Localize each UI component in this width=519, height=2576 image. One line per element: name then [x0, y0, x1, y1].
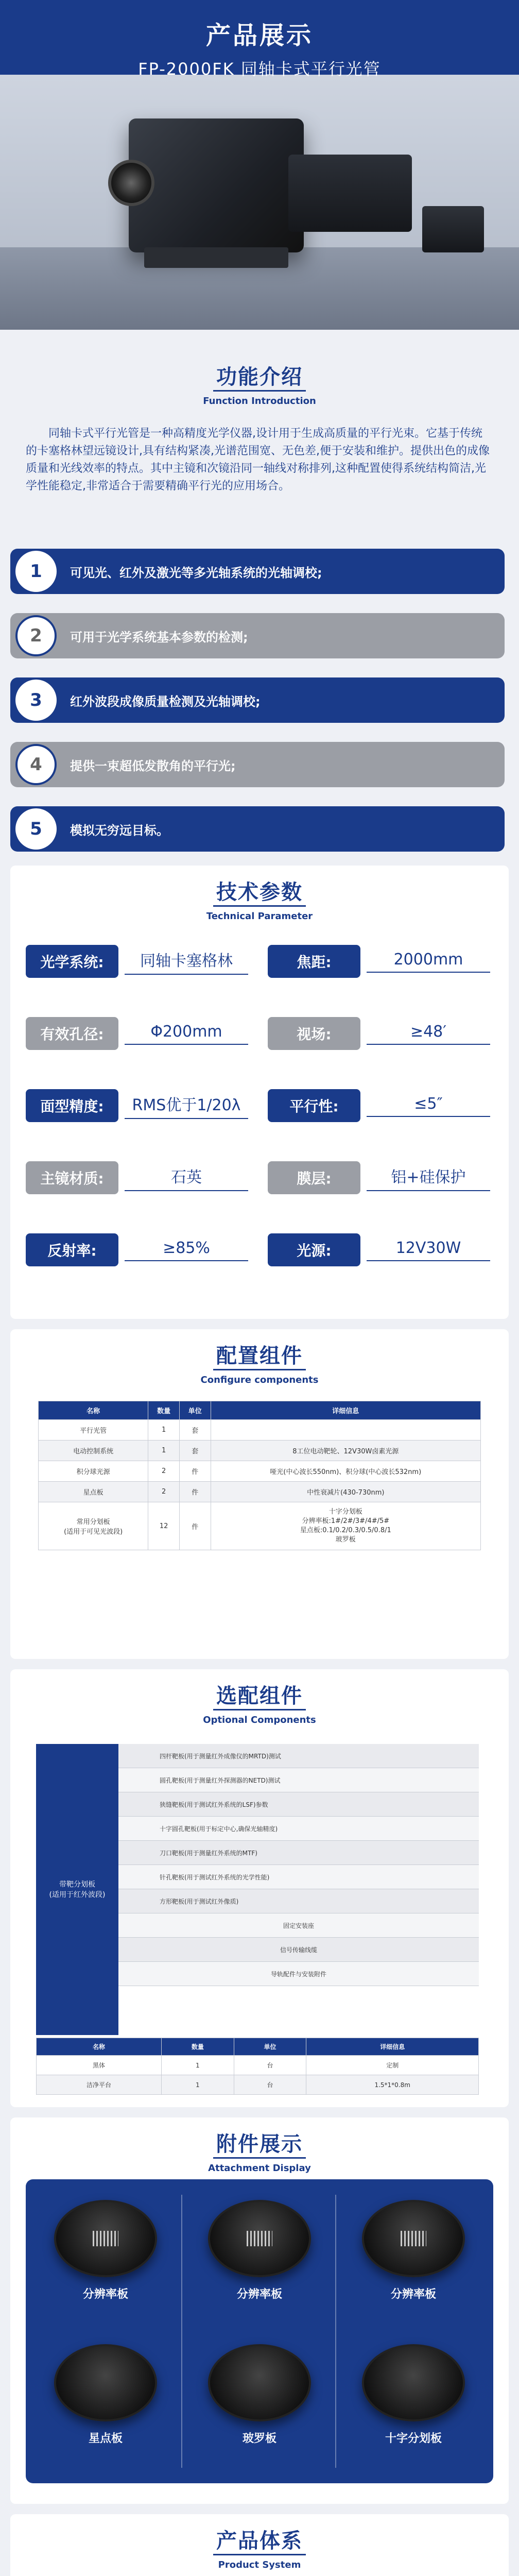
config-header: [10, 1329, 509, 1385]
optional-row: 十字圆孔靶板(用于标定中心,确保光轴精度): [118, 1817, 479, 1841]
feature-text: 模拟无穷远目标。: [70, 823, 169, 838]
section-title: 功能介绍: [213, 361, 306, 392]
table-row: [39, 1440, 481, 1461]
table-cell: 8工位电动靶轮、12V30W卤素光源: [211, 1440, 480, 1461]
table-cell: [211, 1420, 480, 1440]
param-value: ≤5″: [367, 1095, 490, 1117]
table-header: 数量: [148, 1401, 180, 1420]
section-title: 产品体系: [213, 2524, 306, 2555]
param-aperture: [26, 1015, 252, 1052]
table-cell: 套: [179, 1420, 211, 1440]
param-value: Φ200mm: [125, 1023, 248, 1045]
table-header: 详细信息: [211, 1401, 480, 1420]
system-header: [10, 2514, 509, 2570]
param-label: 有效孔径:: [26, 1017, 118, 1050]
table-cell: 件: [179, 1461, 211, 1482]
divider: [181, 2195, 182, 2468]
optional-row: 固定安装座: [118, 1913, 479, 1938]
plate-image: [54, 2200, 157, 2277]
feature-item: [10, 806, 505, 852]
table-cell: 哑光(中心波长550nm)、积分球(中心波长532nm): [211, 1461, 480, 1482]
optional-category: 带靶分划板 (适用于红外波段): [36, 1744, 118, 2035]
table-header: 详细信息: [306, 2038, 479, 2056]
optional-row: 方形靶板(用于测试红外像质): [118, 1889, 479, 1913]
table-cell: 积分球光源: [39, 1461, 148, 1482]
section-title: 选配组件: [213, 1680, 306, 1710]
param-value: ≥85%: [125, 1239, 248, 1261]
section-title: 技术参数: [213, 876, 306, 907]
param-coating: [268, 1159, 494, 1196]
table-row: [39, 1482, 481, 1502]
plate-name: 分辨率板: [390, 2288, 436, 2301]
plate-name: 星点板: [88, 2432, 123, 2445]
param-value: 石英: [125, 1164, 248, 1191]
param-mirror-material: [26, 1159, 252, 1196]
table-cell: 台: [234, 2075, 306, 2095]
table-cell: 洁净平台: [37, 2075, 162, 2095]
table-row: [39, 1502, 481, 1550]
table-cell: 平行光管: [39, 1420, 148, 1440]
param-label: 光源:: [268, 1233, 360, 1266]
attachment-section: [10, 2117, 509, 2504]
param-field-of-view: [268, 1015, 494, 1052]
section-subtitle: Technical Parameter: [206, 911, 313, 922]
param-label: 膜层:: [268, 1161, 360, 1194]
param-focal-length: [268, 943, 494, 980]
plate-image: [208, 2344, 311, 2421]
product-lens: [108, 160, 154, 206]
param-label: 平行性:: [268, 1089, 360, 1122]
function-header: [0, 361, 519, 406]
hero-section: [0, 0, 519, 330]
hero-title: 产品展示: [205, 21, 313, 50]
table-row: [39, 1420, 481, 1440]
table-header: 单位: [179, 1401, 211, 1420]
table-cell: 十字分划板 分辨率板:1#/2#/3#/4#/5# 星点板:0.1/0.2/0.3/0.5/0.8/1 玻罗板: [211, 1502, 480, 1550]
table-cell: 件: [179, 1482, 211, 1502]
table-cell: 1: [162, 2075, 234, 2095]
attachment-item: [39, 2344, 172, 2446]
param-value: 2000mm: [367, 951, 490, 973]
attachment-item: [39, 2200, 172, 2301]
function-intro: 同轴卡式平行光管是一种高精度光学仪器,设计用于生成高质量的平行光束。它基于传统的卡塞格林望远镜设计,具有结构紧凑,光谱范围宽、无色差,便于安装和维护。提供出色的成像质量和光线效率的特点。其中主镜和次镜沿同一轴线对称排列,这种配置使得系统结构简洁,光学性能稳定,非常适合于需要精确平行光的应用场合。: [26, 427, 490, 493]
tech-params-section: [10, 866, 509, 1319]
table-cell: 1.5*1*0.8m: [306, 2075, 479, 2095]
table-row: [39, 1461, 481, 1482]
param-value: ≥48′: [367, 1023, 490, 1045]
feature-item: [10, 613, 505, 658]
product-image: [129, 118, 304, 252]
table-cell: 1: [148, 1440, 180, 1461]
attachment-item: [193, 2344, 326, 2446]
table-header: 数量: [162, 2038, 234, 2056]
section-subtitle: Configure components: [200, 1375, 319, 1385]
feature-text: 提供一束超低发散角的平行光;: [70, 758, 236, 773]
attachment-panel: [26, 2179, 493, 2483]
plate-image: [208, 2200, 311, 2277]
section-subtitle: Product System: [218, 2560, 301, 2570]
plate-image: [54, 2344, 157, 2421]
optional-row: 刀口靶板(用于测量红外系统的MTF): [118, 1841, 479, 1865]
feature-number: 3: [15, 680, 57, 721]
param-label: 视场:: [268, 1017, 360, 1050]
product-tube: [288, 155, 412, 232]
optional-row: 圆孔靶板(用于测量红外探测器的NETD)测试: [118, 1768, 479, 1792]
plate-image: [362, 2200, 465, 2277]
product-controller: [422, 206, 484, 252]
param-value: RMS优于1/20λ: [125, 1092, 248, 1119]
table-row: [37, 2075, 479, 2095]
attachment-header: [10, 2117, 509, 2174]
config-table: [38, 1401, 481, 1550]
table-header: 名称: [37, 2038, 162, 2056]
feature-number: 5: [15, 808, 57, 850]
param-surface-accuracy: [26, 1087, 252, 1124]
table-cell: 台: [234, 2056, 306, 2075]
table-cell: 2: [148, 1461, 180, 1482]
feature-number: 2: [15, 615, 57, 656]
param-reflectivity: [26, 1231, 252, 1268]
table-cell: 星点板: [39, 1482, 148, 1502]
feature-number: 1: [15, 551, 57, 592]
config-section: [10, 1329, 509, 1659]
plate-image: [362, 2344, 465, 2421]
feature-text: 可见光、红外及激光等多光轴系统的光轴调校;: [70, 565, 322, 580]
plate-name: 分辨率板: [236, 2288, 282, 2301]
tech-header: [10, 866, 509, 922]
optional-row: 狭缝靶板(用于测试红外系统的LSF)参数: [118, 1792, 479, 1817]
table-cell: 黑体: [37, 2056, 162, 2075]
optional-block: [36, 1744, 479, 2035]
function-section: [0, 361, 519, 855]
optional-row: 信号传输线缆: [118, 1938, 479, 1962]
table-cell: 12: [148, 1502, 180, 1550]
table-header: 单位: [234, 2038, 306, 2056]
section-subtitle: Optional Components: [203, 1715, 316, 1725]
feature-number: 4: [15, 744, 57, 785]
optional-table: [36, 2038, 479, 2095]
param-label: 面型精度:: [26, 1089, 118, 1122]
table-cell: 2: [148, 1482, 180, 1502]
section-subtitle: Function Introduction: [203, 396, 316, 406]
table-row: [37, 2056, 479, 2075]
attachment-item: [347, 2344, 480, 2446]
table-cell: 定制: [306, 2056, 479, 2075]
param-label: 焦距:: [268, 945, 360, 978]
param-label: 主镜材质:: [26, 1161, 118, 1194]
feature-text: 红外波段成像质量检测及光轴调校;: [70, 694, 261, 709]
param-parallelism: [268, 1087, 494, 1124]
param-light-source: [268, 1231, 494, 1268]
optional-table-wrap: [36, 2038, 479, 2095]
feature-item: [10, 677, 505, 723]
optional-row: 针孔靶板(用于测试红外系统的光学性能): [118, 1865, 479, 1889]
attachment-item: [193, 2200, 326, 2301]
table-cell: 电动控制系统: [39, 1440, 148, 1461]
param-value: 同轴卡塞格林: [125, 948, 248, 975]
table-cell: 中性衰减片(430-730nm): [211, 1482, 480, 1502]
param-value: 铝+硅保护: [367, 1164, 490, 1191]
table-cell: 1: [162, 2056, 234, 2075]
table-cell: 件: [179, 1502, 211, 1550]
param-label: 光学系统:: [26, 945, 118, 978]
hero-subtitle: FP-2000FK 同轴卡式平行光管: [138, 59, 381, 79]
plate-name: 玻罗板: [242, 2432, 276, 2445]
feature-text: 可用于光学系统基本参数的检测;: [70, 630, 248, 645]
plate-name: 十字分划板: [385, 2432, 442, 2445]
table-cell: 1: [148, 1420, 180, 1440]
attachment-item: [347, 2200, 480, 2301]
param-optical-system: [26, 943, 252, 980]
table-header: 名称: [39, 1401, 148, 1420]
plate-name: 分辨率板: [82, 2288, 128, 2301]
feature-item: [10, 742, 505, 787]
param-label: 反射率:: [26, 1233, 118, 1266]
section-subtitle: Attachment Display: [208, 2163, 311, 2174]
optional-row: 导轨配件与安装附件: [118, 1962, 479, 1986]
section-title: 附件展示: [213, 2128, 306, 2159]
divider: [335, 2195, 336, 2468]
param-value: 12V30W: [367, 1239, 490, 1261]
feature-item: [10, 549, 505, 594]
table-cell: 常用分划板 (适用于可见光波段): [39, 1502, 148, 1550]
optional-header: [10, 1669, 509, 1725]
hero-title-strip: [0, 0, 519, 79]
optional-section: [10, 1669, 509, 2107]
product-stand: [144, 247, 288, 268]
section-title: 配置组件: [213, 1340, 306, 1370]
product-system-section: [10, 2514, 509, 2576]
optional-row: 四杆靶板(用于测量红外成像仪的MRTD)测试: [118, 1744, 479, 1768]
table-cell: 套: [179, 1440, 211, 1461]
